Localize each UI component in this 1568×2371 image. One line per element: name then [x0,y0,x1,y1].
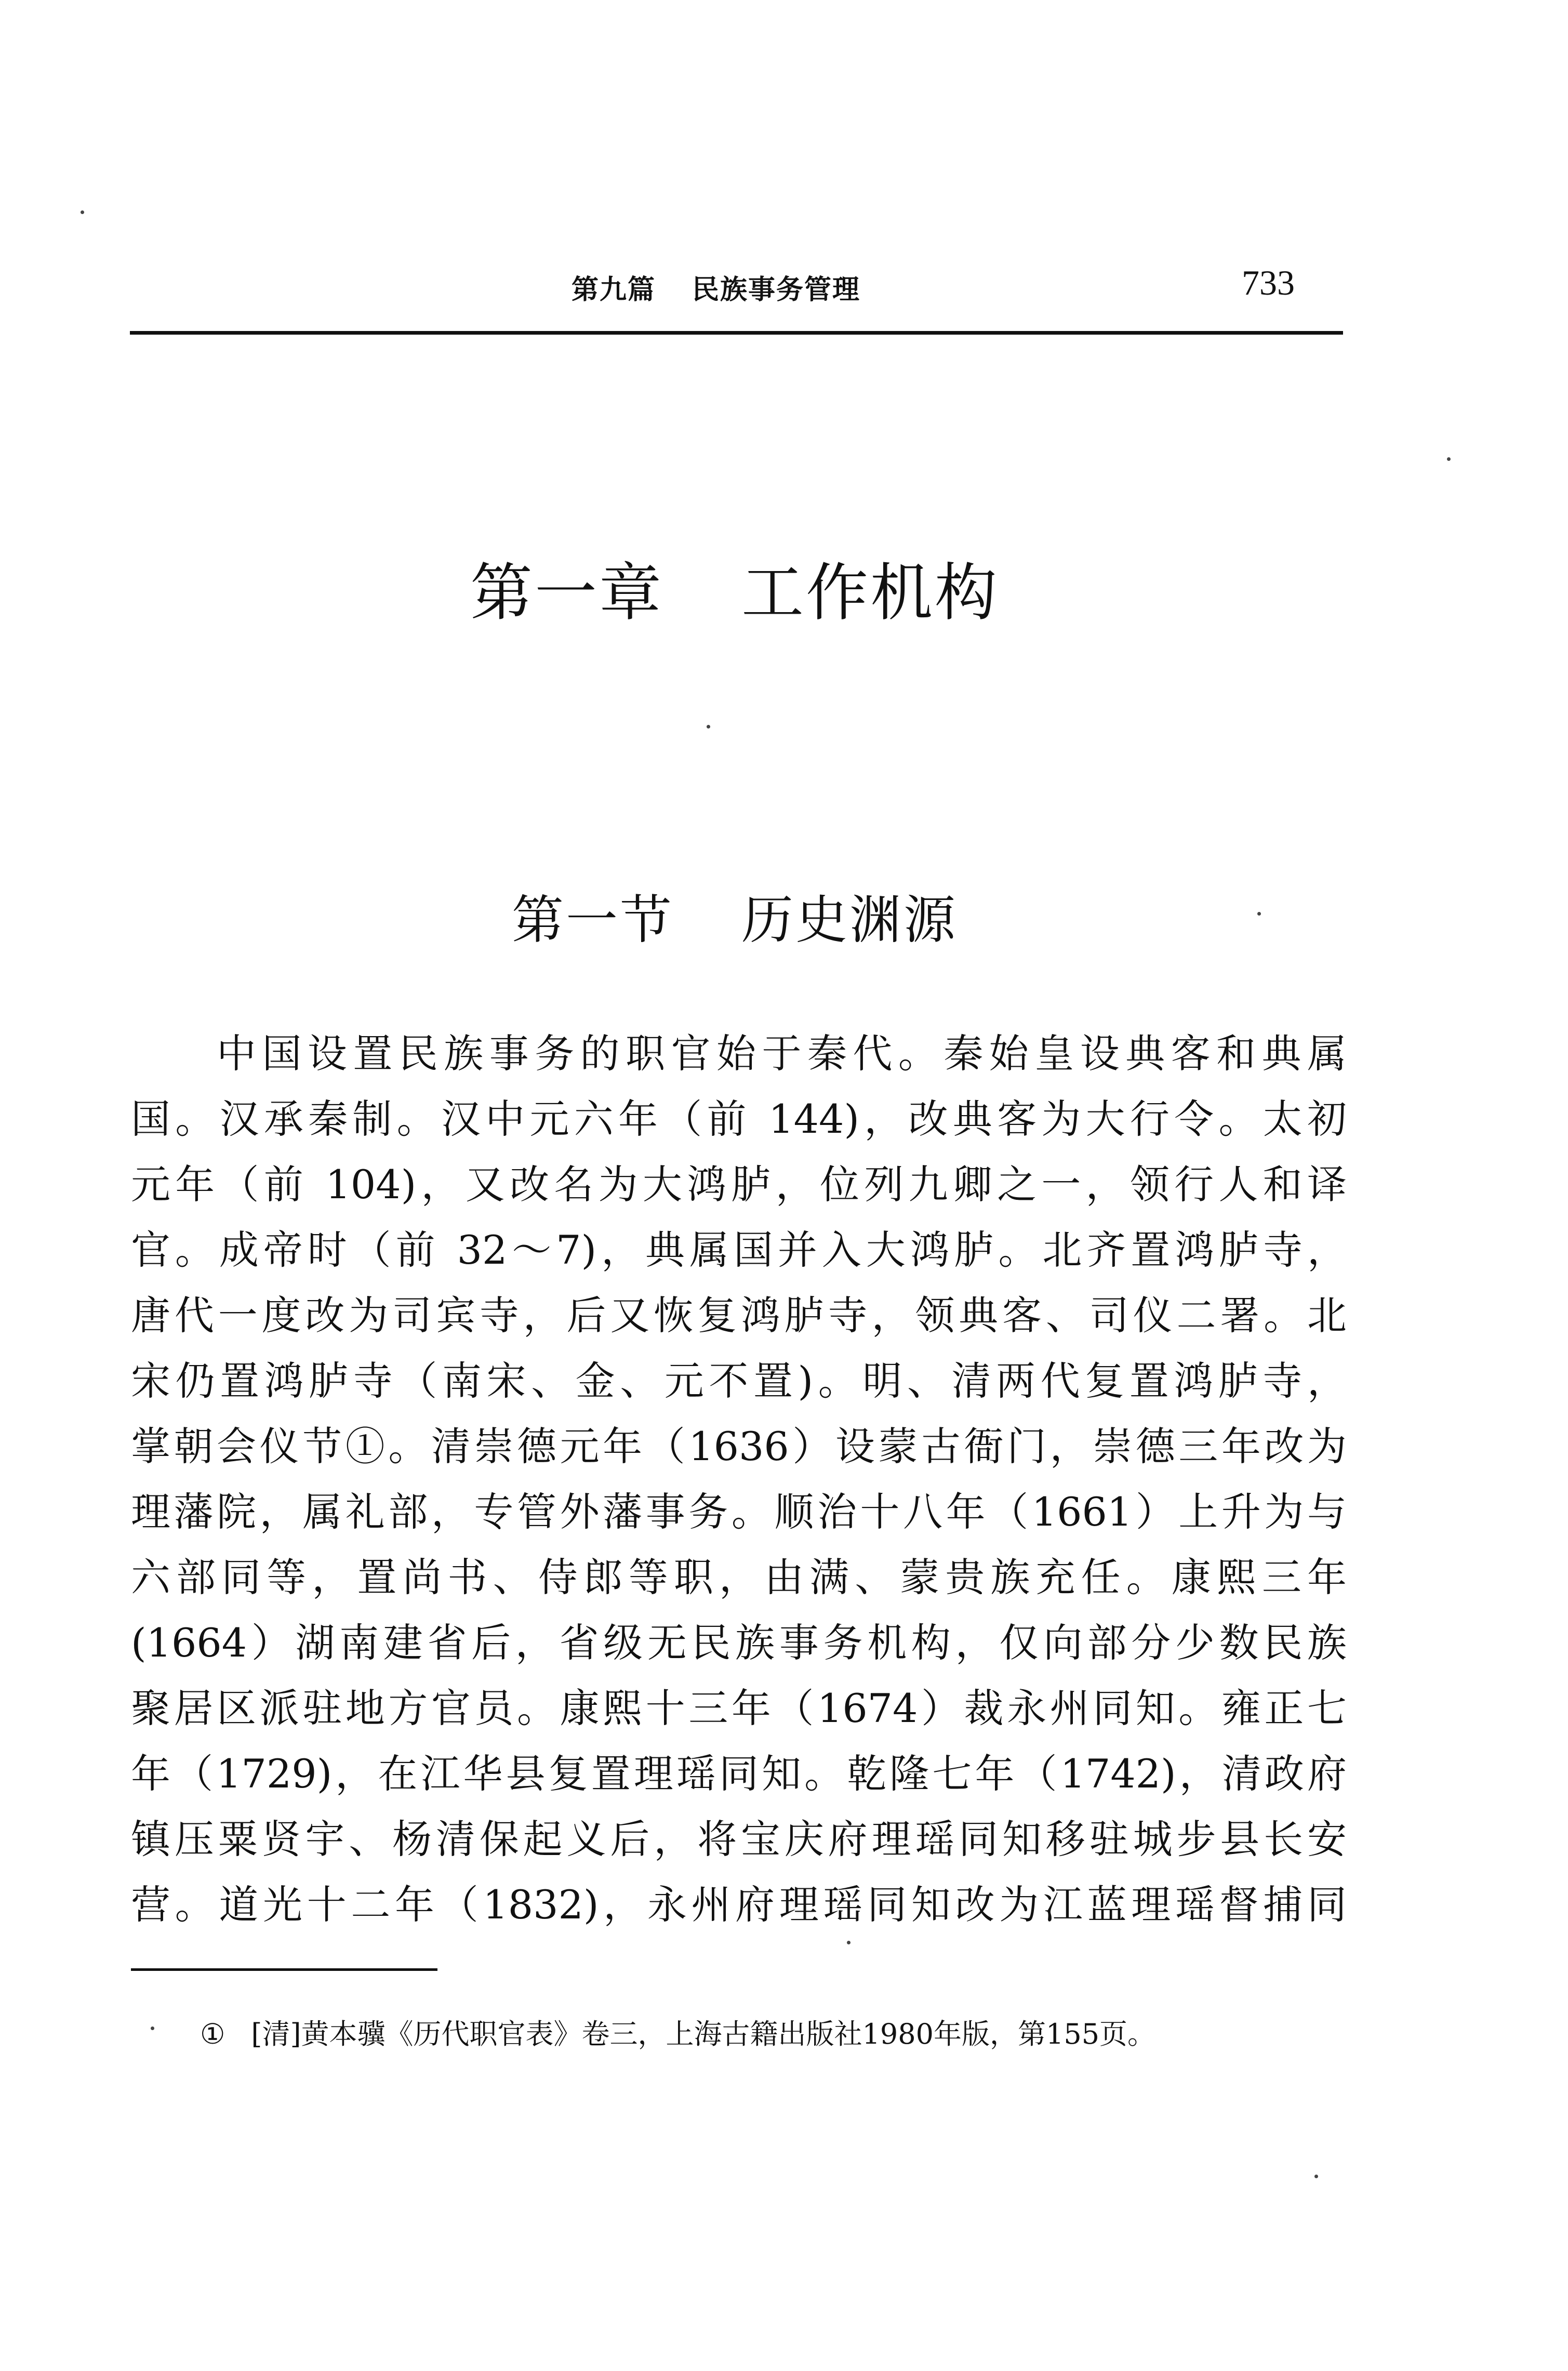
body-line: 镇压粟贤宇、杨清保起义后，将宝庆府理瑶同知移驻城步县长安 [131,1816,1347,1862]
body-line: 掌朝会仪节①。清崇德元年（1636）设蒙古衙门，崇德三年改为 [131,1423,1347,1469]
chapter-number: 第一章 [470,557,663,629]
body-line: (1664）湖南建省后，省级无民族事务机构，仅向部分少数民族 [131,1620,1347,1666]
section-title [512,878,958,953]
body-line: 聚居区派驻地方官员。康熙十三年（1674）裁永州同知。雍正七 [131,1685,1347,1731]
chapter-name: 工作机构 [741,557,999,629]
section-name: 历史渊源 [741,890,958,950]
body-line: 年（1729)，在江华县复置理瑶同知。乾隆七年（1742)，清政府 [131,1751,1347,1797]
footnote-rule [131,1968,437,1971]
header-rule [130,331,1343,335]
body-line: 营。道光十二年（1832)，永州府理瑶同知改为江蓝理瑶督捕同 [131,1882,1347,1928]
body-line: 理藩院，属礼部，专管外藩事务。顺治十八年（1661）上升为与 [131,1489,1347,1535]
scan-speck [151,2026,154,2030]
chapter-title [470,543,999,632]
scan-speck [847,1941,851,1944]
body-line: 元年（前 104)，又改名为大鸿胪，位列九卿之一，领行人和译 [131,1161,1347,1208]
footnote-text: [清]黄本骥《历代职官表》卷三，上海古籍出版社1980年版，第155页。 [251,2018,1156,2050]
scan-speck [1447,457,1451,461]
footnote [200,2012,1155,2052]
body-line: 官。成帝时（前 32～7)，典属国并入大鸿胪。北齐置鸿胪寺， [131,1227,1347,1273]
body-line: 宋仍置鸿胪寺（南宋、金、元不置)。明、清两代复置鸿胪寺， [131,1358,1347,1404]
scan-speck [1314,2175,1318,2178]
body-line: 六部同等，置尚书、侍郎等职，由满、蒙贵族充任。康熙三年 [131,1554,1347,1600]
header-part: 第九篇 [572,274,656,306]
footnote-marker: ① [200,2018,225,2050]
body-line: 国。汉承秦制。汉中元六年（前 144)，改典客为大行令。太初 [131,1096,1347,1142]
scan-speck [1257,912,1261,916]
body-line: 唐代一度改为司宾寺，后又恢复鸿胪寺，领典客、司仪二署。北 [131,1292,1347,1339]
scan-speck [81,210,84,214]
page-number: 733 [1242,263,1295,302]
body-line: 中国设置民族事务的职官始于秦代。秦始皇设典客和典属 [217,1030,1347,1077]
scan-speck [707,725,710,728]
section-number: 第一节 [512,890,674,950]
header-section: 民族事务管理 [692,274,861,306]
body-paragraph [131,1021,1347,1938]
running-head [572,268,860,307]
